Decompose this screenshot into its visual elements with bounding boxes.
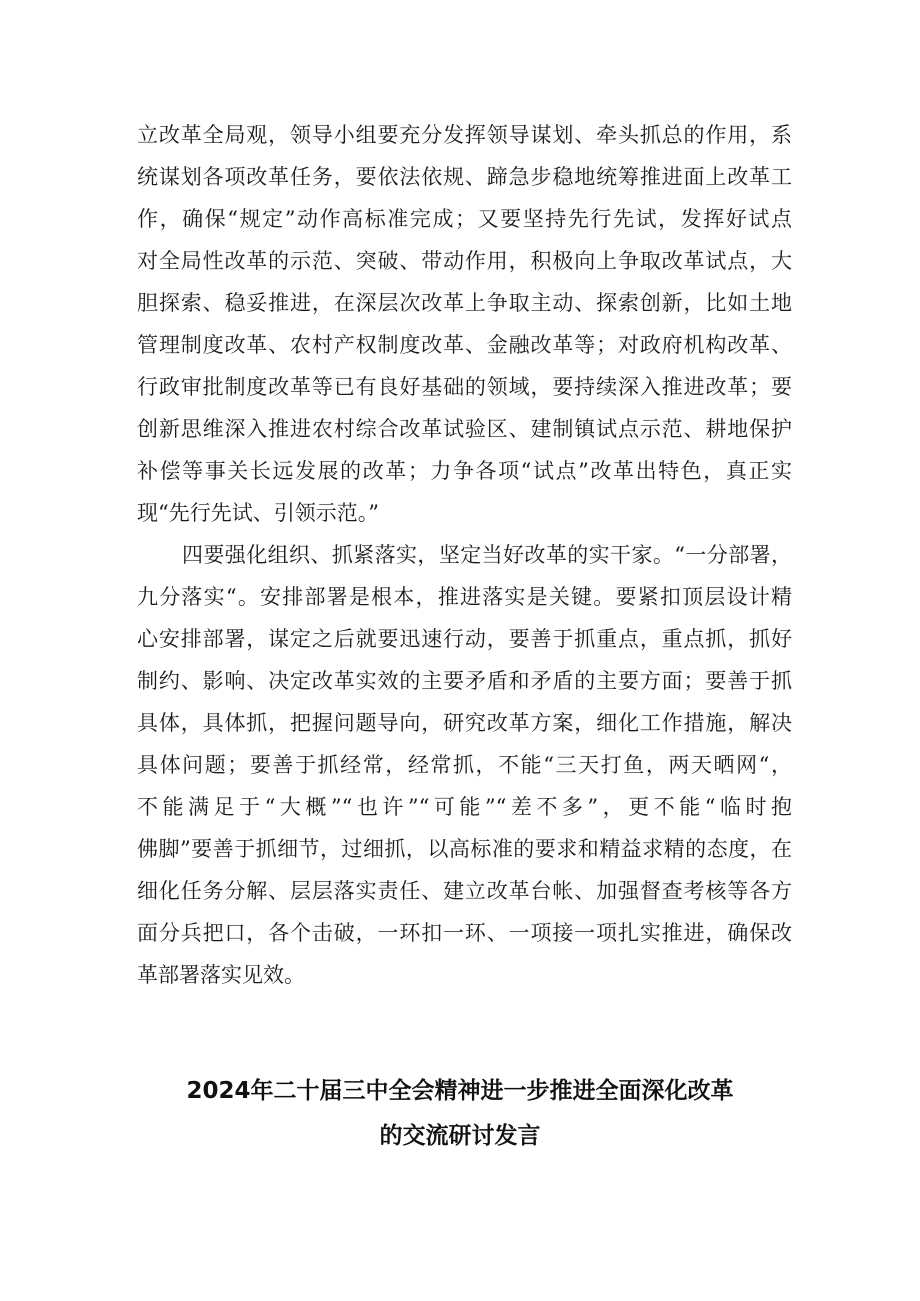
document-body [137, 114, 792, 996]
text-line: 行政审批制度改革等已有良好基础的领域，要持续深入推进改革；要 [137, 375, 792, 399]
text-line: 细化任务分解、层层落实责任、建立改革台帐、加强督查考核等各方 [137, 879, 792, 903]
text-line: 革部署落实见效。 [137, 963, 305, 987]
text-line: 胆探索、稳妥推进，在深层次改革上争取主动、探索创新，比如土地 [137, 291, 792, 315]
text-line: 面分兵把口，各个击破，一环扣一环、一项接一项扎实推进，确保改 [137, 921, 792, 945]
text-line: 统谋划各项改革任务，要依法依规、蹄急步稳地统筹推进面上改革工 [137, 165, 792, 189]
text-line: 管理制度改革、农村产权制度改革、金融改革等；对政府机构改革、 [137, 333, 792, 357]
text-line: 具体，具体抓，把握问题导向，研究改革方案，细化工作措施，解决 [137, 711, 792, 735]
text-line: 心安排部署，谋定之后就要迅速行动，要善于抓重点，重点抓，抓好 [137, 627, 792, 651]
text-line: 佛脚”要善于抓细节，过细抓，以高标准的要求和精益求精的态度，在 [137, 837, 792, 861]
text-line: 具体问题；要善于抓经常，经常抓，不能“三天打鱼，两天晒网“， [137, 753, 792, 777]
text-line: 创新思维深入推进农村综合改革试验区、建制镇试点示范、耕地保护 [137, 417, 792, 441]
section-title-continued: 的交流研讨发言 [379, 1123, 541, 1149]
text-line: 制约、影响、决定改革实效的主要矛盾和矛盾的主要方面；要善于抓 [137, 669, 792, 693]
text-line: 九分落实“。安排部署是根本，推进落实是关键。要紧扣顶层设计精 [137, 585, 792, 609]
text-line: 四要强化组织、抓紧落实，坚定当好改革的实干家。“一分部署， [182, 543, 792, 567]
text-line: 补偿等事关长远发展的改革；力争各项“试点”改革出特色，真正实 [137, 459, 792, 483]
text-line: 对全局性改革的示范、突破、带动作用，积极向上争取改革试点，大 [137, 249, 792, 273]
paragraph-1 [137, 114, 792, 534]
section-title: 2024年二十届三中全会精神进一步推进全面深化改革 [186, 1078, 734, 1104]
text-line: 立改革全局观，领导小组要充分发挥领导谋划、牵头抓总的作用，系 [137, 123, 792, 147]
text-line: 作，确保“规定”动作高标准完成；又要坚持先行先试，发挥好试点 [137, 207, 792, 231]
text-line: 不能满足于“大概”“也许”“可能”“差不多”，更不能“临时抱 [137, 795, 792, 819]
text-line: 现“先行先试、引领示范。” [137, 501, 379, 525]
paragraph-2 [137, 534, 792, 996]
